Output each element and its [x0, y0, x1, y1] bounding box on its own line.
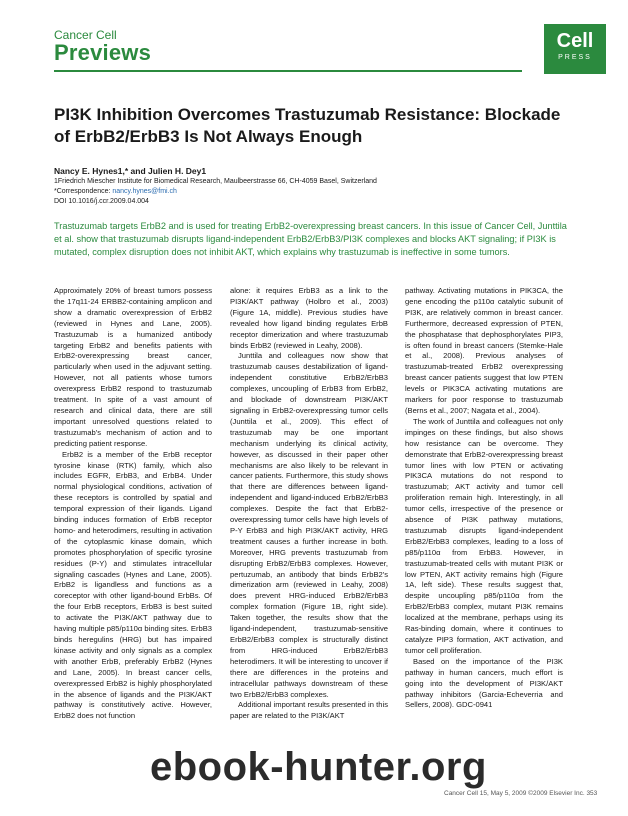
logo-subtext: PRESS	[558, 54, 592, 61]
correspondence-label: *Correspondence:	[54, 188, 113, 195]
page-footer: Cancer Cell 15, May 5, 2009 ©2009 Elsevier Inc. 353	[444, 790, 598, 797]
watermark-text: ebook-hunter.org	[150, 745, 487, 789]
affiliation: 1Friedrich Miescher Institute for Biomedical Research, Maulbeerstrasse 66, CH-4059 Basel, Switzerland	[54, 178, 377, 185]
article-title: PI3K Inhibition Overcomes Trastuzumab Resistance: Blockade of ErbB2/ErbB3 Is Not Always Enough	[54, 105, 561, 146]
paragraph: pathway. Activating mutations in PIK3CA, the gene encoding the p110α catalytic subunit of PI3K, are relatively common in breast cancer. Furthermore, decreased expression of PTEN, the phosphatase that dephosphorylates PIP3, is often found in breast cancers (Stemke-Hale et al., 2008). Previous analyses of trastuzumab-treated ErbB2 overexpressing breast cancer patients suggest that low PTEN levels or PIK3CA activating mutations are markers for poor response to trastuzumab (Berns et al., 2007; Nagata et al., 2004).	[405, 286, 563, 415]
section-title: Previews	[54, 40, 152, 65]
header-divider	[54, 70, 522, 72]
correspondence-email-link[interactable]: nancy.hynes@fmi.ch	[112, 188, 177, 195]
paragraph: Approximately 20% of breast tumors possess the 17q11-24 ERBB2-containing amplicon and show a dramatic overexpression of ErbB2 (reviewed in Hynes and Lane, 2005). Trastuzumab is a humanized antibody targeting ErbB2 and benefits patients with ErbB2-overexpressing breast cancer, particularly when used in the adjuvant setting. However, not all patients whose tumors overexpress ErbB2 respond to trastuzumab treatment. In spite of a vast amount of research and clinical data, there are still important unresolved questions related to trastuzumab's mechanism of action and to predicting patient response.	[54, 286, 212, 448]
body-column-3	[405, 286, 563, 711]
doi: DOI 10.1016/j.ccr.2009.04.004	[54, 198, 149, 205]
body-column-1	[54, 286, 212, 722]
cell-press-logo	[544, 24, 606, 74]
paragraph: alone: it requires ErbB3 as a link to the PI3K/AKT pathway (Holbro et al., 2003) (Figure 1A, middle). Previous studies have revealed how ligand binding regulates ErbB receptor dimerization and where trastuzumab binds ErbB2 (reviewed in Leahy, 2008).	[230, 286, 388, 350]
article-meta	[54, 177, 574, 207]
correspondence	[54, 187, 574, 197]
journal-name: Cancer Cell	[54, 28, 117, 42]
article-authors: Nancy E. Hynes1,* and Julien H. Dey1	[54, 166, 207, 176]
paragraph: The work of Junttila and colleagues not only impinges on these findings, but also shows how resistance can be overcome. They demonstrate that ErbB2-overexpressing breast tumor lines with low PTEN or activating PIK3CA mutations do not respond to trastuzumab; AKT activity and tumor cell proliferation remain high. Interestingly, in all tumor cells, irrespective of the presence or absence of PI3K pathway mutations, trastuzumab disrupts ligand-independent ErbB2/ErbB3 complexes, leading to a loss of p85/p110α from ErbB3. However, in trastuzumab-treated cells with mutant PI3K or low PTEN, AKT activity remains high (Figure 1A, left side). These results suggest that, despite uncoupling p85/p110α from the ErbB2/ErbB3 complex, mutant PI3K remains localized at the membrane, perhaps using its Ras-binding domain, where it continues to catalyze PIP3 formation, AKT activation, and tumor cell proliferation.	[405, 416, 563, 655]
body-column-2	[230, 286, 388, 722]
paragraph: ErbB2 is a member of the ErbB receptor tyrosine kinase (RTK) family, which also includes EGFR, ErbB3, and ErbB4. Under normal physiological conditions, activation of these receptors is controlled by spatial and temporal expression of their ligands. Ligand binding induces formation of ErbB receptor homo- and heterodimers, resulting in activation of the cytoplasmic kinase domain, which promotes phosphorylation of specific tyrosine residues (P-Y) and stimulates intracellular signaling cascades (Hynes and Lane, 2005). ErbB2 is ligandless and functions as a coreceptor with other ligand-bound ErbBs. Of the four ErbB receptors, ErbB3 is best suited to activate the PI3K/AKT pathway due to having multiple p85/p110α binding sites. ErbB3 binds heregulins (HRG) but has impaired kinase activity and only signals as a complex with another ErbB, preferably ErbB2 (Hynes and Lane, 2005). In breast cancer cells, overexpressed ErbB2 is highly phosphorylated in the absence of ligands and the PI3K/AKT pathway is constitutively active. However, ErbB2 does not function	[54, 449, 212, 721]
logo-text: Cell	[556, 30, 594, 52]
abstract: Trastuzumab targets ErbB2 and is used for treating ErbB2-overexpressing breast cancers. In this issue of Cancer Cell, Junttila et al. show that trastuzumab disrupts ligand-independent ErbB2/ErbB3/PI3K complexes and blocks AKT signaling; if PI3K is mutated, complex disruption does not inhibit AKT, which explains why trastuzumab is ineffective in some tumors.	[54, 221, 567, 257]
paragraph: Based on the importance of the PI3K pathway in human cancers, much effort is going into the development of PI3K/AKT pathway inhibitors (Garcia-Echeverria and Sellers, 2008). GDC-0941	[405, 656, 563, 710]
paragraph: Junttila and colleagues now show that trastuzumab causes destabilization of ligand-independent constitutive ErbB2/ErbB3 complexes, uncoupling of ErbB3 from ErbB2, and blockade of downstream PI3K/AKT signaling in ErbB2-overexpressing tumor cells (Junttila et al., 2009). This effect of trastuzumab may be one important mechanism underlying its clinical activity, however, as discussed in their paper other mechanisms are also likely to be relevant in cancer patients. Furthermore, this study shows that there are differences between ligand-independent and ligand-induced ErbB2/ErbB3 complexes. Despite the fact that ErbB2-overexpressing tumor cells have high levels of P-Y ErbB3 and high PI3K/AKT activity, HRG treatment causes a further increase in both. Moreover, HRG prevents trastuzumab from disrupting ErbB2/ErbB3 complexes. However, pertuzumab, an antibody that binds ErbB2's dimerization arm (reviewed in Leahy, 2008) does prevent HRG-induced ErbB2/ErbB3 complex formation (Figure 1B, right side). Taken together, the results show that the ligand-independent, trastuzumab-sensitive ErbB2/ErbB3 complex is structurally distinct from HRG-induced ErbB2/ErbB3 heterodimers. It will be interesting to uncover if there are differences in the proteins and intracellular pathways downstream of these two ErbB2/ErbB3 complexes.	[230, 351, 388, 699]
paragraph: Additional important results presented in this paper are related to the PI3K/AKT	[230, 700, 388, 721]
